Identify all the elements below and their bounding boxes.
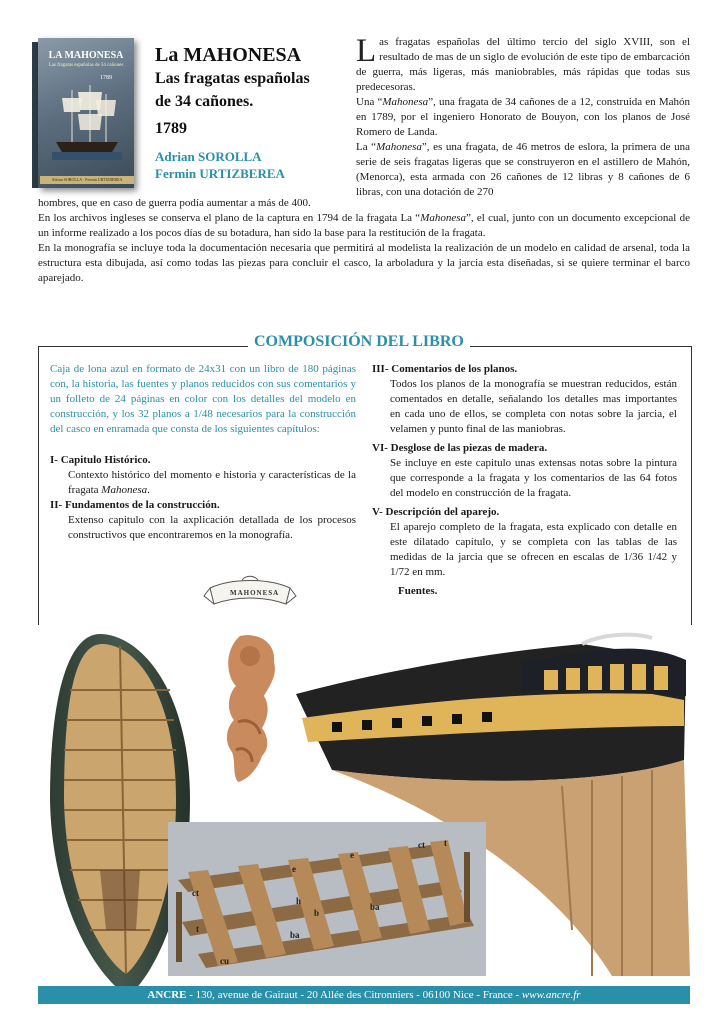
- chapter-3-body: Todos los planos de la monografía se muestran reducidos, están comentados en detalle, señalando los detalles mas importantes en cada uno de ellos, se completa con notas sobre la jarcia, el velamen y punto final de las maniobras.: [390, 378, 677, 435]
- intro-paragraph-1: Las fragatas españolas del último tercio del siglo XVIII, son el resultado de mas de un siglo de evolución de este tipo de embarcación de guerra, más ligeras, más maniobrables, más rápidas que todas sus predecesoras.: [356, 33, 690, 93]
- author-1: Adrian SOROLLA: [155, 149, 262, 164]
- footer-website-link[interactable]: www.ancre.fr: [521, 989, 581, 1001]
- cover-year: 1789: [100, 75, 112, 81]
- cover-title: LA MAHONESA: [48, 50, 124, 61]
- label-t-left: t: [196, 924, 199, 934]
- subtitle-line-2: de 34 cañones.: [155, 93, 254, 110]
- label-h: h: [296, 896, 302, 906]
- label-ct-top: ct: [418, 840, 425, 850]
- intro-column: [356, 35, 690, 200]
- page-title: La MAHONESA: [155, 44, 302, 66]
- label-ct-left: ct: [192, 888, 199, 898]
- chapter-1-body: Contexto histórico del momento e historia y características de la fragata Mahonesa.: [68, 469, 356, 496]
- badge-label: MAHONESA: [230, 589, 280, 597]
- author-2: Fermin URTIZBEREA: [155, 166, 285, 181]
- drop-cap: L: [356, 33, 377, 69]
- footer-address: - 130, avenue de Gairaut - 20 Allée des Citronniers - 06100 Nice - France -: [186, 989, 522, 1001]
- intro-paragraph-4: En los archivos ingleses se conserva el plano de la captura en 1794 de la fragata La “Mahonesa”, el cual, junto con un documento excepcional de un informe realizado a los pocos días de su botadura, han sido la base para la restitución de la fragata.: [38, 212, 691, 239]
- cover-ship-illustration: [52, 80, 122, 160]
- footer-address-bar: [38, 986, 690, 1004]
- intro-paragraph-3: La “Mahonesa”, es una fragata, de 46 metros de eslora, la primera de una serie de seis fragatas ligeras que se construyeron en el astillero de Mahón, (Menorca), esta armada con 26 cañones de 12 libras y 8 cañones de 6 libras, con una dotación de 270: [356, 141, 690, 198]
- footer-brand: ANCRE: [147, 989, 187, 1001]
- composition-title: COMPOSICIÓN DEL LIBRO: [248, 333, 470, 351]
- subtitle-line-1: Las fragatas españolas: [155, 70, 310, 87]
- chapter-1-title: I- Capitulo Histórico.: [50, 454, 151, 466]
- intro-paragraph-3-cont: hombres, que en caso de guerra podía aumentar a más de 400.: [38, 197, 311, 209]
- intro-paragraph-2: Una “Mahonesa”, una fragata de 34 cañones de a 12, construida en Mahón en 1789, por el ingeniero Honorato de Bouyon, con los planos de José Romero de Landa.: [356, 96, 690, 138]
- book-year: 1789: [155, 120, 187, 137]
- chapter-4-title: VI- Desglose de las piezas de madera.: [372, 442, 548, 454]
- label-ba-1: ba: [370, 902, 380, 912]
- chapter-5-body: El aparejo completo de la fragata, esta explicado con detalle en este dilatado capítulo, y se completa con las tablas de las medidas de la jarcia que se ofrecen en escalas de 1/36 1/42 y 1/72 en mm.: [390, 521, 677, 578]
- intro-full-width: [38, 196, 690, 286]
- cover-subtitle: Las fragatas españolas de 34 cañones: [48, 63, 124, 68]
- figurehead-lion-carving: [218, 632, 284, 784]
- label-ba-2: ba: [290, 930, 300, 940]
- chapter-2-title: II- Fundamentos de la construcción.: [50, 499, 220, 511]
- label-b: b: [314, 908, 320, 918]
- keel-floor-diagram: [168, 822, 486, 976]
- label-e-1: e: [350, 850, 354, 860]
- composition-left-column: [50, 362, 356, 543]
- intro-paragraph-5: En la monografía se incluye toda la documentación necesaria que permitirá al modelista la realización de un modelo en calidad de arsenal, toda la estructura esta dibujada, así como todas las piezas para concluir el casco, la arboladura y la jarcia esta diseñadas, si se quiere terminar el barco aparejado.: [38, 242, 690, 284]
- label-t-top: t: [444, 838, 447, 848]
- chapter-4-body: Se incluye en este capitulo unas extensas notas sobre la pintura que corresponde a la fragata y los comentarios de las 64 fotos del modelo en construcción de la fragata.: [390, 457, 677, 499]
- chapter-5-title: V- Descripción del aparejo.: [372, 506, 500, 518]
- chapter-3-title: III- Comentarios de los planos.: [372, 363, 518, 375]
- composition-right-column: [372, 362, 677, 599]
- cover-band: Adrian SOROLLA · Fermin URTIZBEREA: [40, 176, 134, 184]
- sources-label: Fuentes.: [398, 585, 438, 597]
- label-e-2: e: [292, 864, 296, 874]
- label-cu: cu: [220, 956, 229, 966]
- composition-intro: Caja de lona azul en formato de 24x31 con un libro de 180 páginas con, la historia, las fuentes y planos reducidos con sus comentarios y un folleto de 24 páginas en color con los detalles del modelo en construcción, y los 32 planos a 1/48 necesarios para la construcción del casco en enramada que consta de los siguientes capítulos:: [50, 363, 356, 435]
- chapter-2-body: Extenso capitulo con la axplicación detallada de los procesos constructivos que encontraremos en la monografía.: [68, 514, 356, 541]
